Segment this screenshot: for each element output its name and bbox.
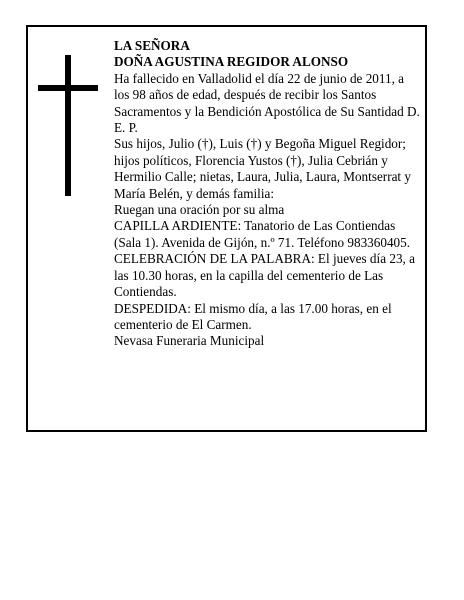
- obituary-heading: LA SEÑORA: [114, 38, 190, 53]
- family-list: Sus hijos, Julio (†), Luis (†) y Begoña Miguel Regidor; hijos políticos, Florencia Yustos (†), Julia Cebrián y Hermilio Calle; nietas, Laura, Julia, Laura, Montserrat y María Belén, y demás familia:: [114, 136, 411, 201]
- cross-vertical-bar: [65, 55, 71, 196]
- farewell-info: DESPEDIDA: El mismo día, a las 17.00 horas, en el cementerio de El Carmen.: [114, 300, 392, 332]
- ceremony-info: CELEBRACIÓN DE LA PALABRA: El jueves día 23, a las 10.30 horas, en la capilla del cementerio de Las Contiendas.: [114, 251, 415, 300]
- deceased-name: DOÑA AGUSTINA REGIDOR ALONSO: [114, 54, 349, 70]
- obituary-text: [114, 38, 420, 350]
- chapel-info: CAPILLA ARDIENTE: Tanatorio de Las Contiendas (Sala 1). Avenida de Gijón, n.º 71. Teléfono 983360405.: [114, 218, 411, 250]
- death-announcement: Ha fallecido en Valladolid el día 22 de junio de 2011, a los 98 años de edad, después de recibir los Santos Sacramentos y la Bendición Apostólica de Su Santidad D. E. P.: [114, 70, 420, 136]
- cross-horizontal-bar: [38, 85, 98, 91]
- prayer-request: Ruegan una oración por su alma: [114, 202, 285, 218]
- funeral-home: Nevasa Funeraria Municipal: [114, 333, 265, 349]
